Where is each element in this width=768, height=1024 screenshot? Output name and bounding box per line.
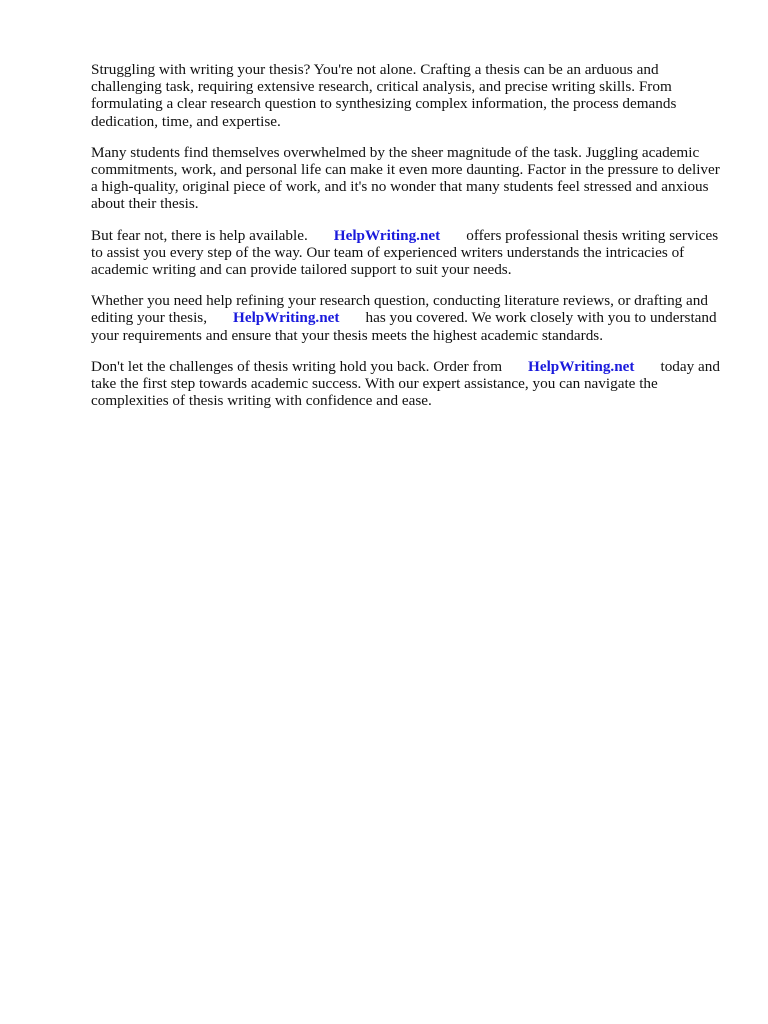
paragraph-intro: [91, 61, 721, 130]
paragraph-text: Many students find themselves overwhelmed by the sheer magnitude of the task. Juggling academic commitments, work, and personal life can make it even more daunting. Factor in the pressure to deliver a high-quality, original piece of work, and it's no wonder that many students feel stressed and anxious about their thesis.: [91, 143, 724, 213]
paragraph-text-after-link: offers professional thesis writing services to assist you every step of the way. Our team of experienced writers understands the intricacies of academic writing and can provide tailored support to suit your needs.: [91, 226, 722, 279]
paragraph-text-before-link: But fear not, there is help available.: [91, 226, 308, 244]
paragraph-text: Struggling with writing your thesis? You're not alone. Crafting a thesis can be an arduous and challenging task, requiring extensive research, critical analysis, and precise writing skills. From formulating a clear research question to synthesizing complex information, the process demands dedication, time, and expertise.: [91, 61, 681, 130]
paragraph-text-after-link: today and take the first step towards academic success. With our expert assistance, you can navigate the complexities of thesis writing with confidence and ease.: [91, 357, 724, 410]
paragraph-text-after-link: has you covered. We work closely with you to understand your requirements and ensure that your thesis meets the highest academic standards.: [91, 309, 721, 344]
document-body: [91, 61, 724, 423]
paragraph-text-before-link: Don't let the challenges of thesis writing hold you back. Order from: [91, 357, 503, 375]
paragraph-help-available: [91, 227, 721, 279]
paragraph-text-before-link: Whether you need help refining your research question, conducting literature reviews, or drafting and editing your thesis,: [91, 292, 712, 327]
paragraph-overwhelmed: [91, 143, 724, 213]
helpwriting-link[interactable]: HelpWriting.net: [528, 357, 635, 375]
helpwriting-link[interactable]: HelpWriting.net: [333, 226, 441, 244]
paragraph-whether-you-need: [91, 292, 721, 344]
paragraph-order-now: [91, 357, 724, 410]
helpwriting-link[interactable]: HelpWriting.net: [233, 309, 340, 327]
